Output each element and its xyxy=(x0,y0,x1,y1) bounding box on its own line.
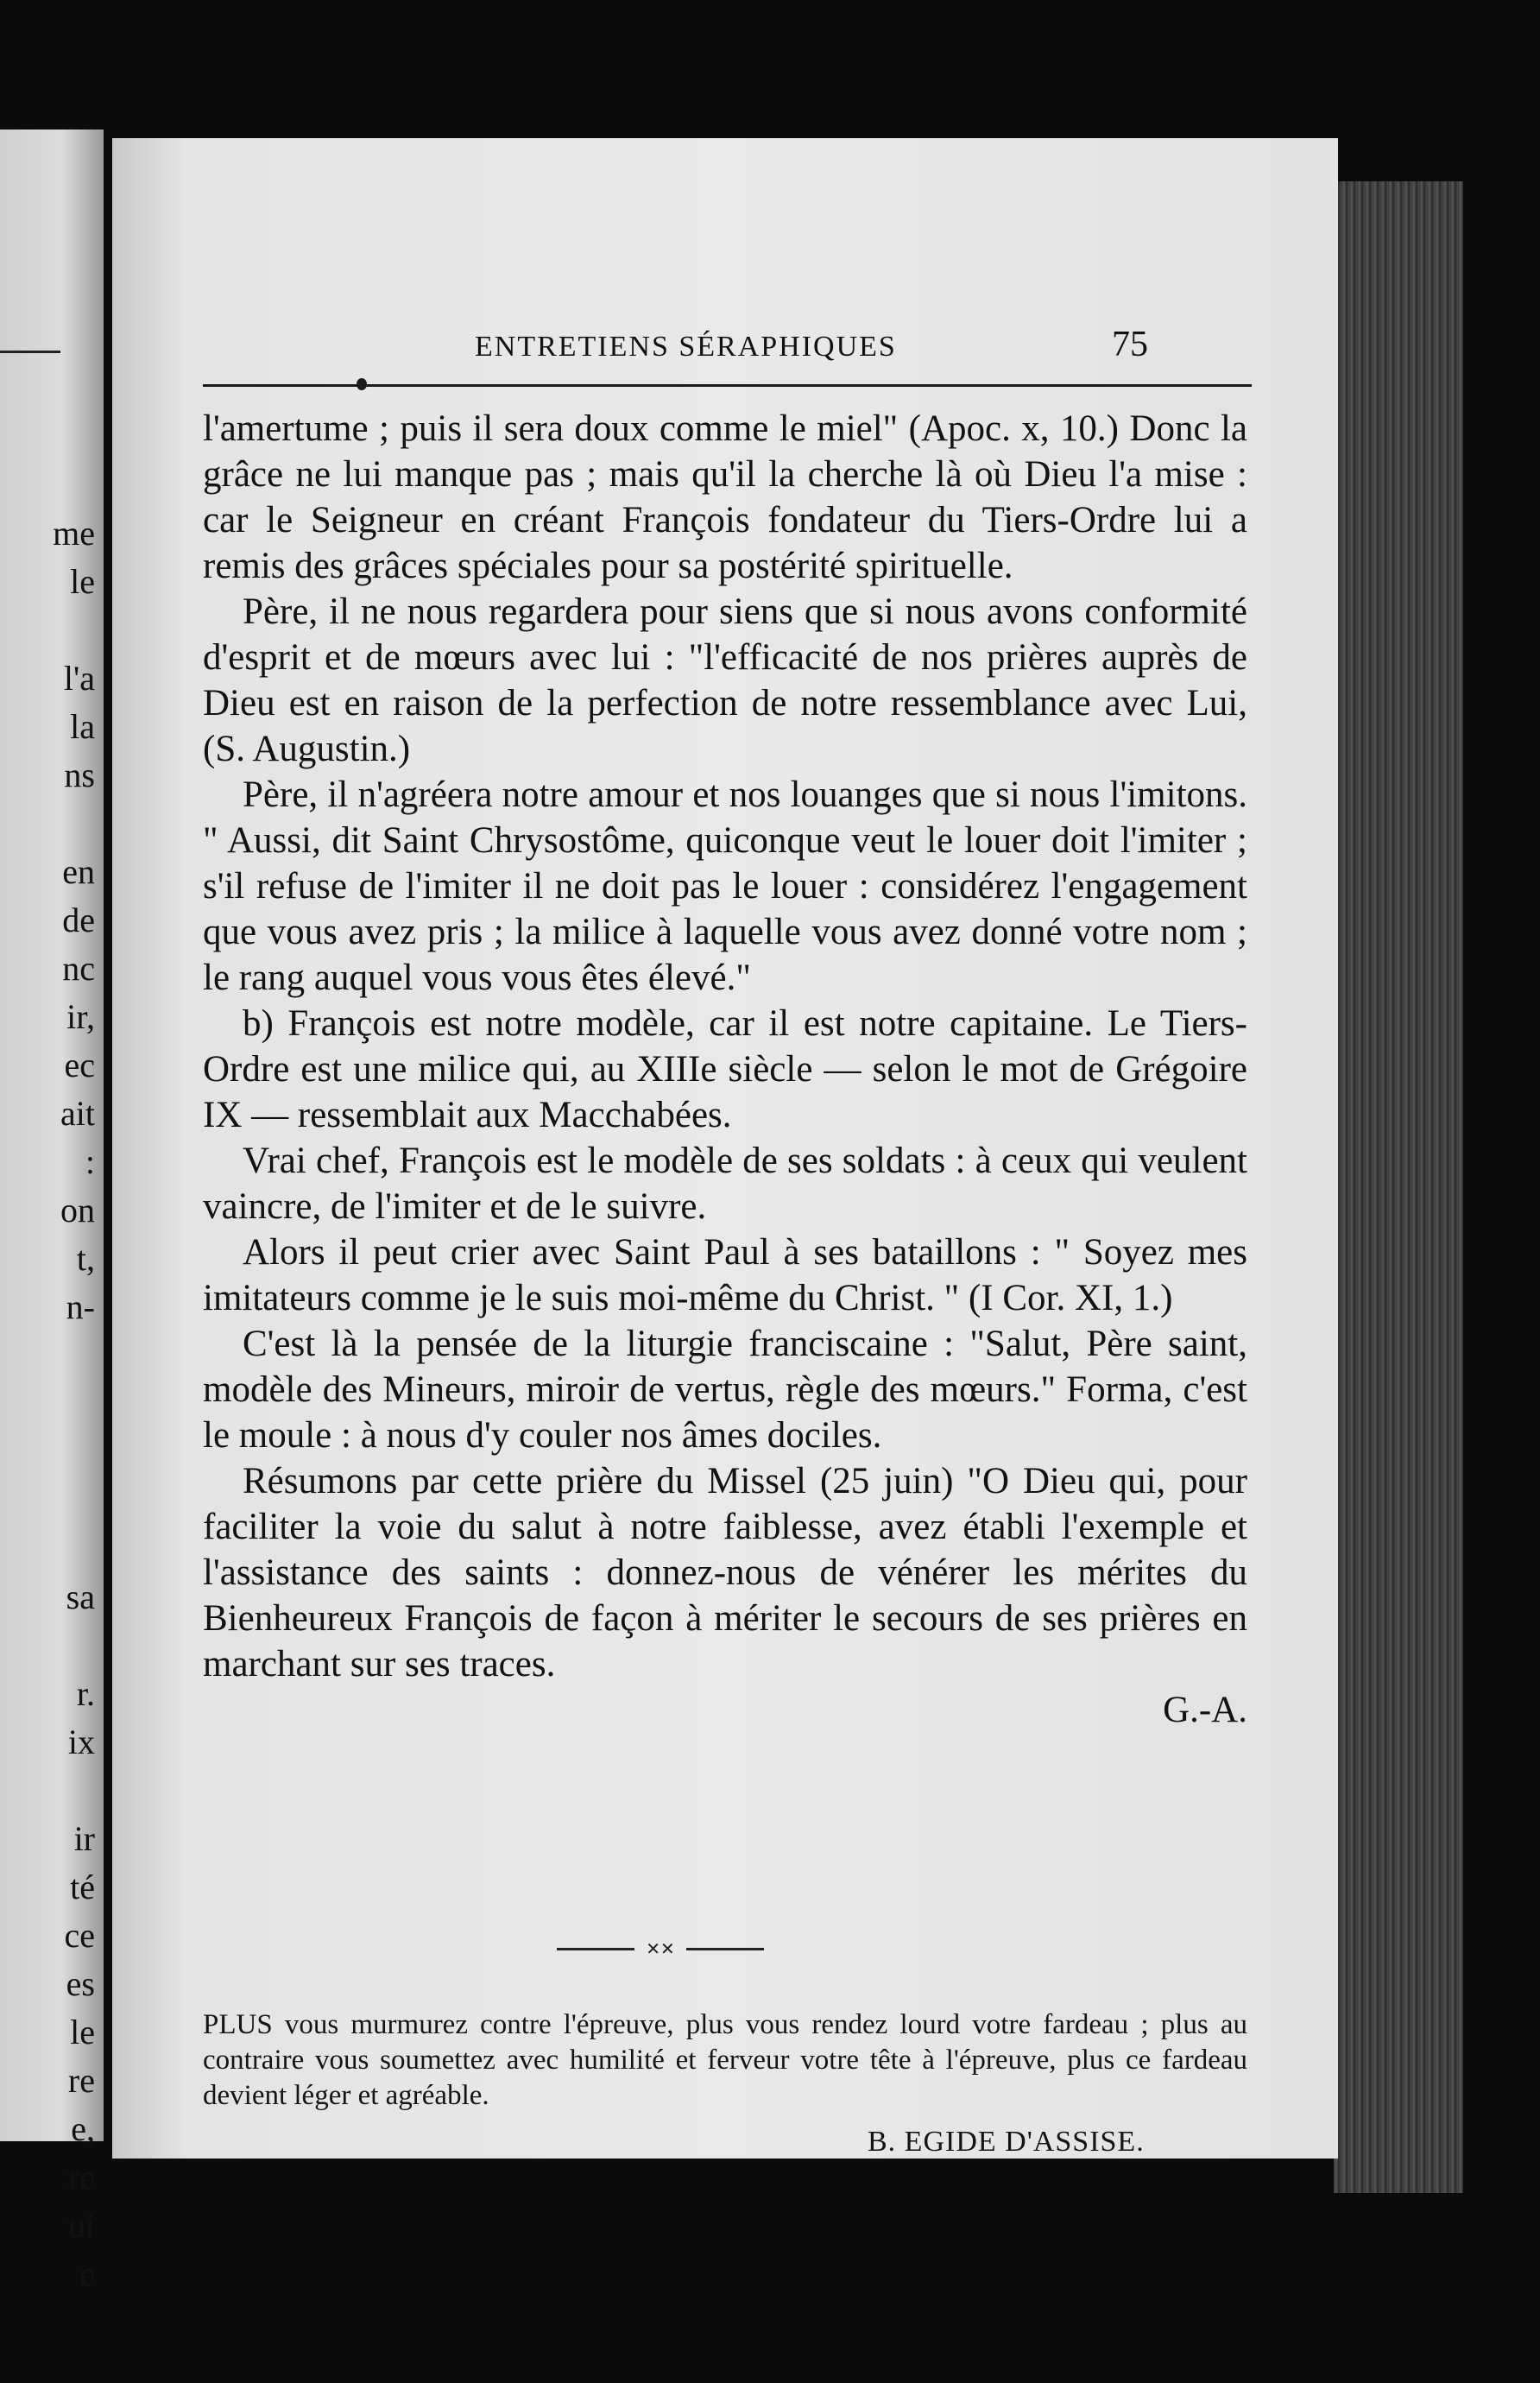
quote-author: B. EGIDE D'ASSISE. xyxy=(868,2126,1145,2158)
paragraph: Père, il n'agréera notre amour et nos louanges que si nous l'imitons. " Aussi, dit Saint Chrysostôme, quiconque veut le louer doit l'imiter ; s'il refuse de l'imiter il ne doit pas le louer : considérez l'engagement que vous avez pris ; la milice à laquelle vous avez donné votre nom ; le rang auquel vous vous êtes élevé." xyxy=(203,774,1247,998)
fragment xyxy=(0,1428,104,1476)
book-page-block xyxy=(1334,181,1463,2193)
previous-page-text-fragments xyxy=(0,509,104,2298)
fragment: ec xyxy=(64,1046,95,1084)
fragment: le xyxy=(70,2013,95,2051)
previous-page-rule xyxy=(0,351,60,353)
paragraph: b) François est notre modèle, car il est notre capitaine. Le Tiers-Ordre est une milice qui, au XIIIe siècle — selon le mot de Grégoire IX — ressemblait aux Macchabées. xyxy=(203,1003,1247,1135)
paragraph: Alors il peut crier avec Saint Paul à ses bataillons : " Soyez mes imitateurs comme je le suis moi-même du Christ. " (I Cor. XI, 1.) xyxy=(203,1232,1247,1318)
fragment: nc xyxy=(62,949,95,988)
fragment: es xyxy=(66,1964,95,2003)
fragment xyxy=(0,1331,104,1380)
fragment: r. xyxy=(76,1674,95,1713)
fragment: e, xyxy=(71,2109,95,2148)
fragment: sa xyxy=(66,1577,95,1616)
fragment xyxy=(0,1525,104,1573)
fragment: ui xyxy=(67,2206,95,2245)
paragraph: C'est là la pensée de la liturgie franciscaine : "Salut, Père saint, modèle des Mineurs, miroir de vertus, règle des mœurs." Forma, c'est le moule : à nous d'y couler nos âmes dociles. xyxy=(203,1324,1247,1456)
fragment xyxy=(0,606,104,654)
section-signature: G.-A. xyxy=(1163,1690,1247,1730)
fragment: le xyxy=(70,562,95,601)
fragment: ir xyxy=(73,1819,95,1858)
quote-text: PLUS vous murmurez contre l'épreuve, plus vous rendez lourd votre fardeau ; plus au contraire vous soumettez avec humilité et ferveur votre tête à l'épreuve, plus ce fardeau devient léger et agréable. xyxy=(203,2009,1247,2111)
book-page xyxy=(112,138,1338,2159)
paragraph: Vrai chef, François est le modèle de ses soldats : à ceux qui veulent vaincre, de l'imiter et de le suivre. xyxy=(203,1141,1247,1227)
paragraph: l'amertume ; puis il sera doux comme le miel" (Apoc. x, 10.) Donc la grâce ne lui manque pas ; mais qu'il la cherche là où Dieu l'a mise : car le Seigneur en créant François fondateur du Tiers-Ordre lui a remis des grâces spéciales pour sa postérité spirituelle. xyxy=(203,408,1247,586)
paragraph: Résumons par cette prière du Missel (25 juin) "O Dieu qui, pour faciliter la voie du salut à notre faiblesse, avez établi l'exemple et l'assistance des saints : donnez-nous de vénérer les mérites du Bienheureux François de façon à mériter le secours de ses prières en marchant sur ses traces. xyxy=(203,1461,1247,1685)
fragment: la xyxy=(70,707,95,746)
fragment xyxy=(0,800,104,848)
fragment: e xyxy=(79,2254,95,2293)
previous-page-edge xyxy=(0,130,104,2293)
body-text xyxy=(203,406,1247,1733)
fragment xyxy=(0,1767,104,1815)
fragment xyxy=(0,1621,104,1670)
footer-quote xyxy=(203,2007,1247,2158)
ornament-line xyxy=(686,1948,764,1950)
fragment: re xyxy=(67,2158,95,2197)
paragraph: Père, il ne nous regardera pour siens que si nous avons conformité d'esprit et de mœurs avec lui : "l'efficacité de nos prières auprès de Dieu est en raison de la perfection de notre ressemblance avec Lui, (S. Augustin.) xyxy=(203,591,1247,769)
fragment: ce xyxy=(64,1916,95,1955)
fragment: de xyxy=(62,901,95,939)
fragment: n- xyxy=(66,1287,95,1326)
fragment: me xyxy=(53,514,95,553)
fragment xyxy=(0,1380,104,1428)
fragment: ns xyxy=(64,755,95,794)
section-ornament xyxy=(557,1940,764,1957)
fragment: on xyxy=(60,1191,95,1229)
fragment: re xyxy=(67,2061,95,2100)
fragment: ix xyxy=(67,1722,95,1761)
fragment: en xyxy=(62,852,95,891)
ornament-line xyxy=(557,1948,634,1950)
fragment: t, xyxy=(76,1239,95,1278)
fragment: : xyxy=(85,1142,95,1181)
fragment: té xyxy=(70,1868,95,1906)
page-number: 75 xyxy=(1112,325,1148,364)
fragment: l'a xyxy=(63,659,95,698)
header-rule-dot xyxy=(357,378,367,390)
running-title: ENTRETIENS SÉRAPHIQUES xyxy=(475,331,897,363)
fragment: ait xyxy=(60,1094,95,1133)
fragment: ir, xyxy=(66,997,95,1036)
fragment xyxy=(0,1476,104,1525)
ornament-knot-icon: ✕✕ xyxy=(646,1938,675,1959)
running-head xyxy=(112,325,1338,382)
